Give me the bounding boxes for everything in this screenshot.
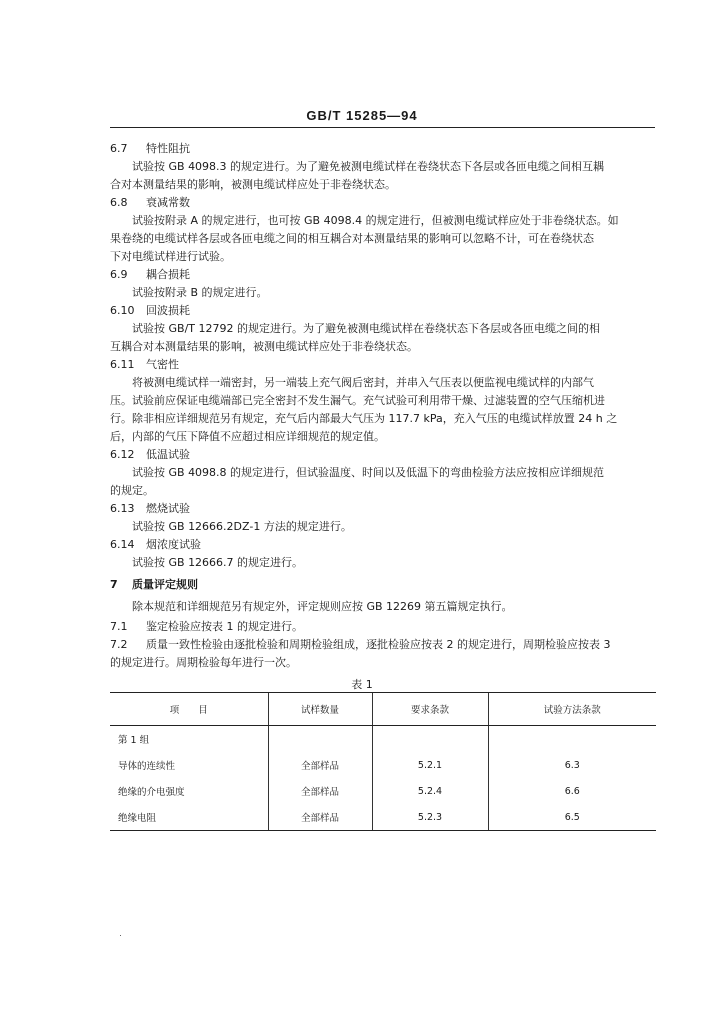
- paragraph-text: 果卷绕的电缆试样各层或各匝电缆之间的相互耦合对本测量结果的影响可以忽略不计，可在卷绕状态: [110, 232, 594, 245]
- table-cell: 绝缘的介电强度: [118, 787, 185, 798]
- section-heading: [110, 358, 179, 372]
- table-cell: 6.3: [488, 752, 656, 778]
- table-caption: 表 1: [351, 678, 373, 691]
- section-number: 6.14: [110, 538, 135, 551]
- paragraph-text: 行。除非相应详细规范另有规定，充气后内部最大气压为 117.7 kPa，充入气压的电缆试样放置 24 h 之: [110, 412, 618, 425]
- section-heading: [110, 638, 610, 652]
- section-number: 6.13: [110, 502, 135, 515]
- paragraph-line: [132, 286, 268, 300]
- paragraph-line: [110, 232, 594, 246]
- section-heading: [110, 304, 190, 318]
- section-number: 6.7: [110, 142, 128, 155]
- section-number: 6.11: [110, 358, 135, 371]
- section-number: 6.10: [110, 304, 135, 317]
- col-header-test-method-clause: 试验方法条款: [488, 693, 656, 726]
- scan-speck: [120, 935, 121, 936]
- header-rule: [110, 127, 655, 128]
- section-title: 衰减常数: [146, 196, 190, 209]
- section-number: 7.1: [110, 620, 128, 633]
- section-title: 鉴定检验应按表 1 的规定进行。: [146, 620, 303, 633]
- paragraph-line: [110, 340, 418, 354]
- section-heading: [110, 142, 190, 156]
- paragraph-text: 试验按 GB 4098.3 的规定进行。为了避免被测电缆试样在卷绕状态下各层或各匝电缆之间相互耦: [132, 160, 605, 173]
- paragraph-line: [132, 322, 600, 336]
- table-cell: 5.2.1: [372, 752, 488, 778]
- section-title: 耦合损耗: [146, 268, 190, 281]
- paragraph-text: 将被测电缆试样一端密封，另一端装上充气阀后密封，并串入气压表以便监视电缆试样的内部气: [132, 376, 594, 389]
- table-cell: 5.2.4: [372, 778, 488, 804]
- section-heading: [110, 620, 303, 634]
- table-cell: 6.5: [488, 804, 656, 831]
- paragraph-text: 互耦合对本测量结果的影响，被测电缆试样应处于非卷绕状态。: [110, 340, 418, 353]
- table-cell: [372, 726, 488, 753]
- paragraph-line: [132, 376, 594, 390]
- paragraph-line: [132, 466, 604, 480]
- paragraph-text: 试验按 GB 12666.7 的规定进行。: [132, 556, 304, 569]
- section-heading: [110, 268, 190, 282]
- paragraph-text: 试验按附录 B 的规定进行。: [132, 286, 268, 299]
- section-title: 燃烧试验: [146, 502, 190, 515]
- section-title: 质量评定规则: [132, 578, 198, 591]
- section-title: 烟浓度试验: [146, 538, 201, 551]
- table-cell: 全部样品: [268, 752, 372, 778]
- paragraph-line: [132, 600, 513, 614]
- paragraph-text: 试验按 GB 4098.8 的规定进行，但试验温度、时间以及低温下的弯曲检验方法应按相应详细规范: [132, 466, 605, 479]
- paragraph-line: [132, 214, 619, 228]
- section-heading: [110, 578, 198, 592]
- table-cell: [268, 726, 372, 753]
- section-heading: [110, 502, 190, 516]
- paragraph-line: [110, 394, 605, 408]
- section-title: 气密性: [146, 358, 179, 371]
- paragraph-text: 试验按 GB 12666.2DZ-1 方法的规定进行。: [132, 520, 352, 533]
- section-title: 特性阻抗: [146, 142, 190, 155]
- table-row: [110, 804, 656, 831]
- col-header-sample-qty: 试样数量: [268, 693, 372, 726]
- section-number: 7.2: [110, 638, 128, 651]
- paragraph-text: 后，内部的气压下降值不应超过相应详细规范的规定值。: [110, 430, 385, 443]
- paragraph-text: 的规定进行。周期检验每年进行一次。: [110, 656, 297, 669]
- section-number: 7: [110, 578, 118, 591]
- paragraph-text: 压。试验前应保证电缆端部已完全密封不发生漏气。充气试验可利用带干燥、过滤装置的空气压缩机进: [110, 394, 605, 407]
- table-header-row: [110, 693, 656, 726]
- table-row: [110, 752, 656, 778]
- section-heading: [110, 538, 201, 552]
- paragraph-text: 合对本测量结果的影响，被测电缆试样应处于非卷绕状态。: [110, 178, 396, 191]
- table-1: [110, 692, 656, 831]
- table-cell: 全部样品: [268, 804, 372, 831]
- table-cell: 6.6: [488, 778, 656, 804]
- paragraph-text: 的规定。: [110, 484, 154, 497]
- section-number: 6.8: [110, 196, 128, 209]
- section-title: 低温试验: [146, 448, 190, 461]
- paragraph-line: [110, 484, 154, 498]
- page-header: GB/T 15285—94: [306, 108, 418, 123]
- table-cell: 绝缘电阻: [110, 804, 268, 831]
- paragraph-line: [110, 250, 231, 264]
- section-number: 6.12: [110, 448, 135, 461]
- section-title: 回波损耗: [146, 304, 190, 317]
- section-heading: [110, 196, 190, 210]
- paragraph-line: [110, 656, 297, 670]
- paragraph-line: [110, 412, 617, 426]
- section-title: 质量一致性检验由逐批检验和周期检验组成，逐批检验应按表 2 的规定进行，周期检验应按表 3: [146, 638, 611, 651]
- col-header-requirement-clause: 要求条款: [372, 693, 488, 726]
- paragraph-text: 下对电缆试样进行试验。: [110, 250, 231, 263]
- table-row: [110, 778, 656, 804]
- col-header-item: 项 目: [110, 693, 268, 726]
- paragraph-text: 试验按 GB/T 12792 的规定进行。为了避免被测电缆试样在卷绕状态下各层或各匝电缆之间的相: [132, 322, 600, 335]
- paragraph-line: [132, 520, 352, 534]
- section-number: 6.9: [110, 268, 128, 281]
- section-heading: [110, 448, 190, 462]
- paragraph-text: 除本规范和详细规范另有规定外，评定规则应按 GB 12269 第五篇规定执行。: [132, 600, 513, 613]
- table-cell: [488, 726, 656, 753]
- table-cell: 5.2.3: [372, 804, 488, 831]
- table-cell: 全部样品: [268, 778, 372, 804]
- paragraph-line: [132, 160, 604, 174]
- table-cell: 第 1 组: [118, 735, 150, 746]
- paragraph-line: [132, 556, 303, 570]
- table-cell: 导体的连续性: [118, 761, 176, 772]
- table-row: [110, 726, 656, 753]
- paragraph-line: [110, 430, 385, 444]
- paragraph-line: [110, 178, 396, 192]
- paragraph-text: 试验按附录 A 的规定进行，也可按 GB 4098.4 的规定进行，但被测电缆试样应处于非卷绕状态。如: [132, 214, 619, 227]
